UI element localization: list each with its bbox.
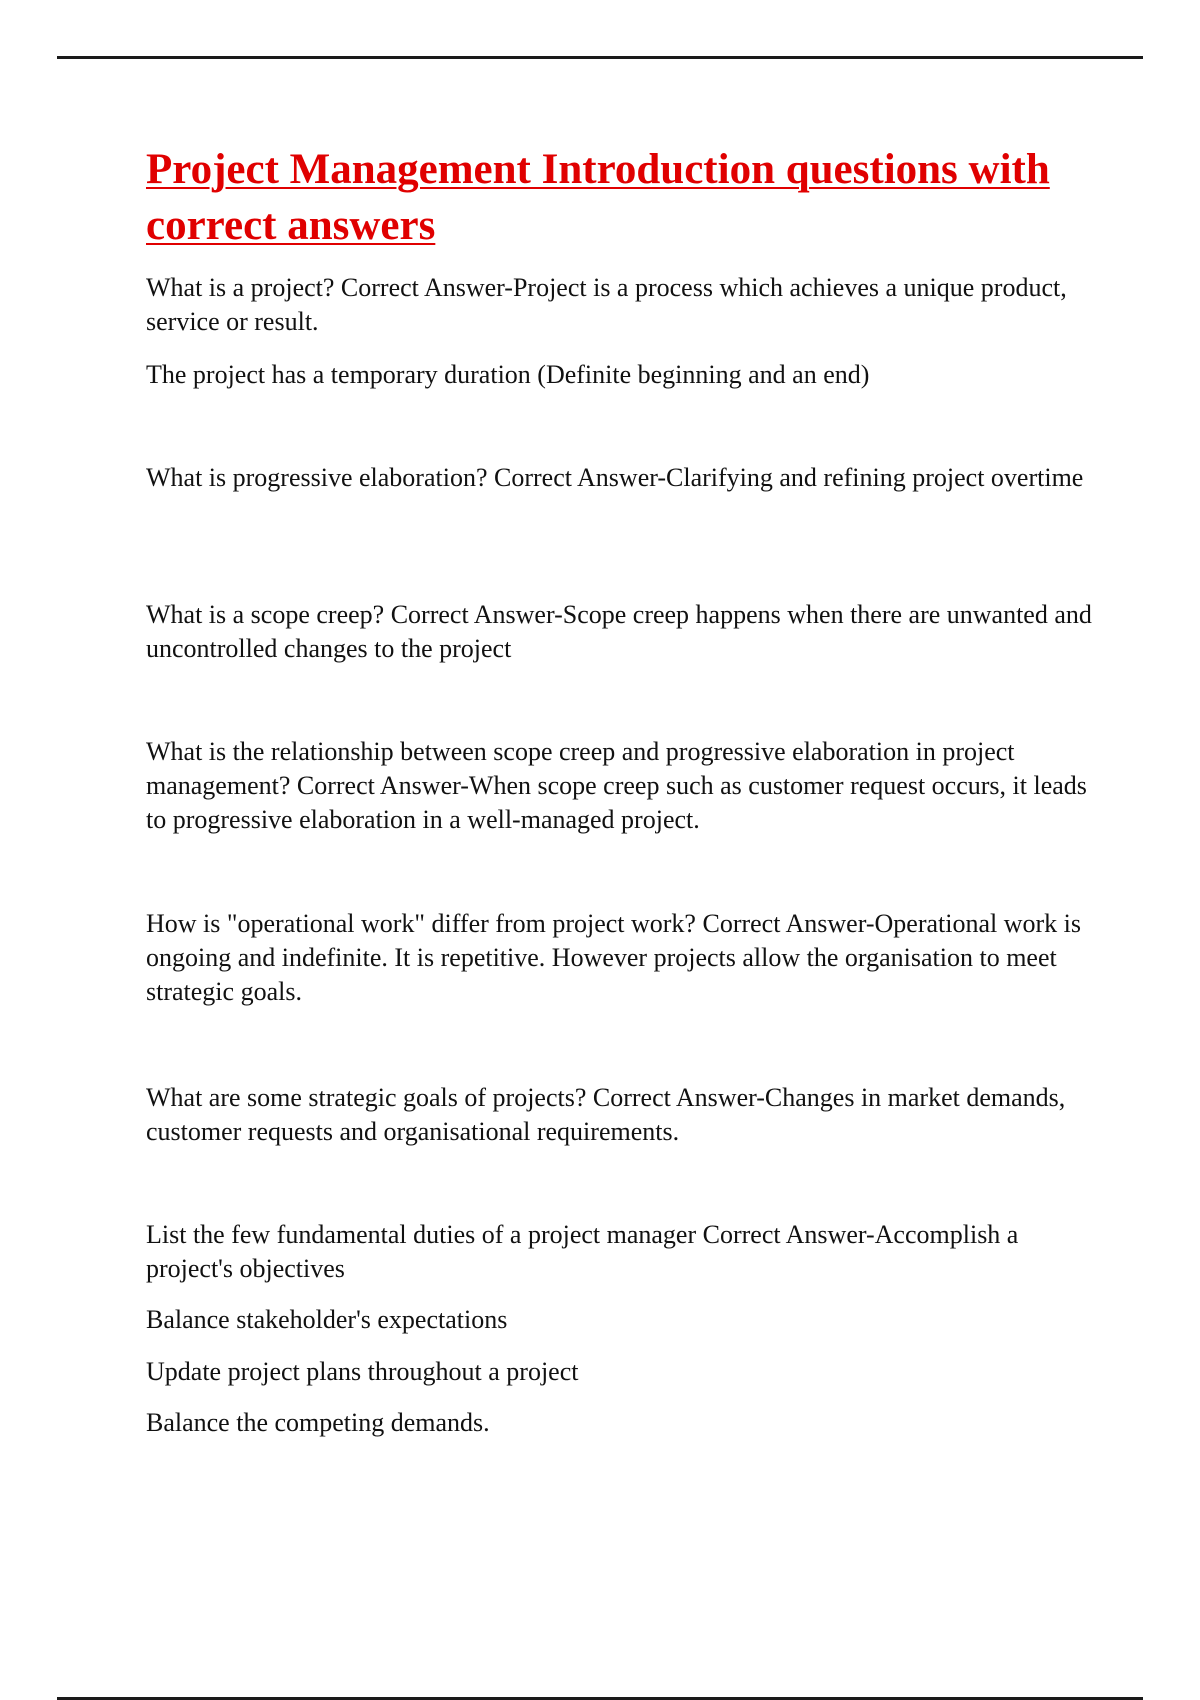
qa-relationship: What is the relationship between scope creep and progressive elaboration in project management? Correct Answer-When scope creep such as customer request occurs, it leads to progressive elaboration in a well-managed project.	[146, 737, 1087, 834]
document-title: Project Management Introduction questions with correct answers	[146, 146, 1050, 249]
qa-project-duration: The project has a temporary duration (Definite beginning and an end)	[146, 360, 870, 389]
qa-scope-creep: What is a scope creep? Correct Answer-Scope creep happens when there are unwanted and uncontrolled changes to the project	[146, 600, 1092, 663]
qa-strategic-goals: What are some strategic goals of projects? Correct Answer-Changes in market demands, customer requests and organisational requirements.	[146, 1083, 1066, 1146]
qa-project: What is a project? Correct Answer-Project is a process which achieves a unique product, service or result.	[146, 273, 1067, 336]
qa-operational-work: How is "operational work" differ from project work? Correct Answer-Operational work is ongoing and indefinite. It is repetitive. However projects allow the organisation to meet strategic goals.	[146, 909, 1082, 1006]
duty-balance-demands: Balance the competing demands.	[146, 1408, 490, 1437]
duty-balance-stakeholders: Balance stakeholder's expectations	[146, 1305, 508, 1334]
header-rule	[57, 56, 1143, 59]
qa-progressive-elaboration: What is progressive elaboration? Correct Answer-Clarifying and refining project overtime	[146, 463, 1084, 492]
duty-update-plans: Update project plans throughout a project	[146, 1357, 579, 1386]
qa-pm-duties: List the few fundamental duties of a project manager Correct Answer-Accomplish a project's objectives	[146, 1220, 1019, 1283]
